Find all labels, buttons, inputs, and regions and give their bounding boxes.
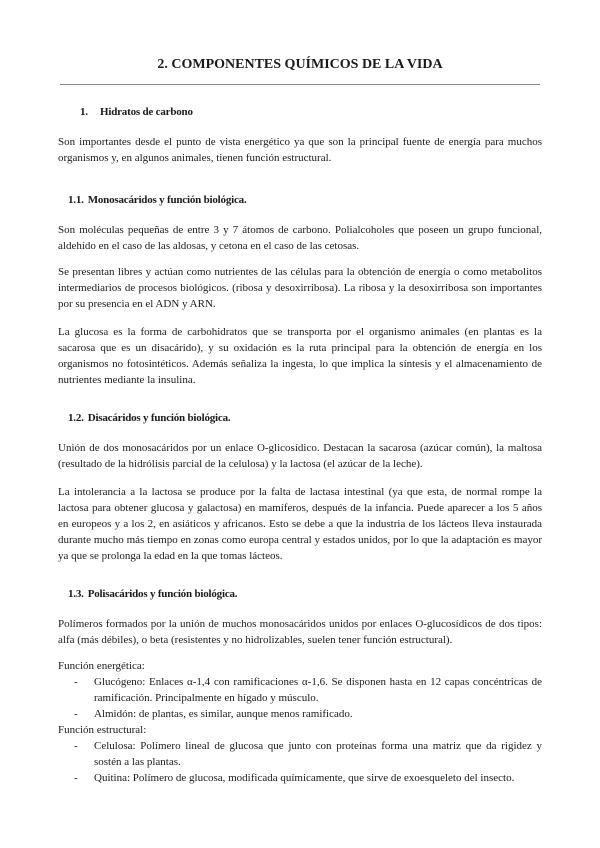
bullet-dash: - [74,676,78,688]
polysaccharide-function-list [58,658,542,786]
section-1-intro: Son importantes desde el punto de vista energético ya que son la principal fuente de energía para muchos organismos y, en algunos animales, tienen función estructural. [58,136,542,164]
paragraph: La glucosa es la forma de carbohidratos que se transporta por el organismo animales (en plantas es la sacarosa que es un disacárido), y su oxidación es la ruta principal para la obtención de energía en los organismos no fotosintéticos. Además señaliza la ingesta, lo que implica la síntesis y el almacenamiento de nutrientes mediante la insulina. [58,326,542,386]
subsection-heading-1-2 [58,410,542,426]
list-item-text: Almidón: de plantas, es similar, aunque menos ramificado. [94,708,353,720]
section-title: Hidratos de carbono [100,106,193,118]
paragraph: Son moléculas pequeñas de entre 3 y 7 átomos de carbono. Polialcoholes que poseen un grupo funcional, aldehído en el caso de las aldosas, y cetona en el caso de las cetosas. [58,224,542,252]
subsection-title: Monosacáridos y función biológica. [87,194,247,206]
paragraph: Polímeros formados por la unión de muchos monosacáridos unidos por enlaces O-glucosídicos de dos tipos: alfa (más débiles), o beta (resistentes y no hidrolizables, suelen tener función estructural). [58,618,542,646]
bullet-dash: - [74,740,78,752]
list-group-label: Función estructural: [58,724,147,736]
paragraph: La intolerancia a la lactosa se produce por la falta de lactasa intestinal (ya que esta, de normal rompe la lactosa para obtener glucosa y galactosa) en mamíferos, después de la infancia. Puede aparecer a los 5 años en europeos y a los 2, en asiáticos y africanos. Esto se debe a que la industria de los lácteos lleva instaurada durante mucho más tiempo en zonas como europa central y estados unidos, por lo que la adaptación es mayor ya que se prolonga la edad en la que tomas lácteos. [58,486,542,562]
subsection-number: 1.3. [68,588,84,600]
page-title: 2. COMPONENTES QUÍMICOS DE LA VIDA [157,57,443,72]
paragraph: Unión de dos monosacáridos por un enlace O-glicosídico. Destacan la sacarosa (azúcar común), la maltosa (resultado de la hidrólisis parcial de la celulosa) y la lactosa (el azúcar de la leche). [58,442,542,470]
section-heading-1 [58,104,542,120]
subsection-title: Polisacáridos y función biológica. [87,588,238,600]
list-item [58,706,542,722]
list-item [58,674,542,706]
subsection-heading-1-1 [58,192,542,208]
list-item-text: Quitina: Polímero de glucosa, modificada químicamente, que sirve de exoesqueleto del insecto. [94,772,515,784]
subsection-number: 1.2. [68,412,84,424]
paragraph: Se presentan libres y actúan como nutrientes de las células para la obtención de energía o como metabolitos intermediarios de procesos biológicos. (ribosa y desoxirribosa). La ribosa y la desoxirribosa son importantes por su presencia en el ADN y ARN. [58,266,542,310]
list-item-text: Celulosa: Polímero lineal de glucosa que junto con proteínas forma una matriz que da rigidez y sostén a las plantas. [94,740,542,768]
title-divider [60,84,540,85]
list-item [58,738,542,770]
subsection-heading-1-3 [58,586,542,602]
subsection-number: 1.1. [68,194,84,206]
list-item-text: Glucógeno: Enlaces α-1,4 con ramificaciones α-1,6. Se disponen hasta en 12 capas concéntricas de ramificación. Principalmente en hígado y músculo. [94,676,542,704]
bullet-dash: - [74,772,78,784]
list-group-label: Función energética: [58,660,145,672]
subsection-title: Disacáridos y función biológica. [87,412,231,424]
list-item [58,770,542,786]
bullet-dash: - [74,708,78,720]
section-number: 1. [80,106,88,118]
